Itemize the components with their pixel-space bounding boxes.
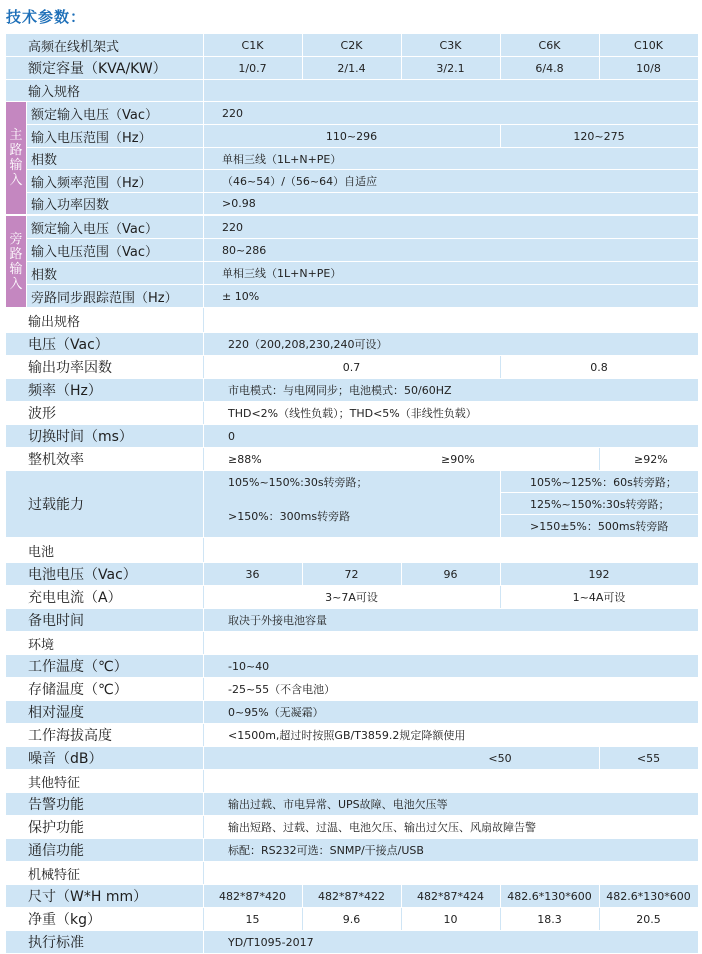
row-label: 电压（Vac） (28, 337, 109, 353)
cell: 10 (443, 912, 458, 926)
cell: 482.6*130*600 (507, 889, 592, 903)
cell: <55 (636, 751, 661, 765)
table-header-row (6, 34, 698, 56)
table-row (6, 885, 698, 907)
table-row (6, 471, 698, 537)
table-row (27, 216, 698, 238)
row-label: 输出功率因数 (28, 360, 112, 376)
table-row (6, 678, 698, 700)
column-header: C3K (439, 38, 462, 52)
cell: 120~275 (573, 129, 625, 143)
row-label: 频率（Hz） (28, 383, 102, 399)
table-row (6, 57, 698, 79)
cell: 220 (222, 220, 243, 234)
table-row (6, 793, 698, 815)
table-row (27, 262, 698, 284)
row-label: 充电电流（A） (28, 590, 122, 606)
row-label: 尺寸（W*H mm） (28, 889, 148, 905)
row-label: 过载能力 (28, 497, 84, 513)
section-row (6, 862, 698, 884)
cell: 220 (222, 106, 243, 120)
cell: 输出短路、过载、过温、电池欠压、输出过欠压、风扇故障告警 (228, 821, 536, 834)
table-row (6, 908, 698, 930)
cell: 96 (443, 567, 458, 581)
cell: 6/4.8 (535, 61, 564, 75)
section-row (6, 80, 698, 101)
cell: 市电模式：与电网同步；电池模式：50/60HZ (228, 384, 452, 397)
cell: <1500m,超过时按照GB/T3859.2规定降额使用 (228, 729, 466, 742)
column-header: C1K (241, 38, 264, 52)
cell: 10/8 (636, 61, 661, 75)
bypass-input-group-label: 旁 路 输 入 (6, 216, 26, 307)
row-label: 电池电压（Vac） (28, 567, 137, 583)
table-row (6, 701, 698, 723)
row-label: 输入功率因数 (31, 198, 110, 213)
cell: 80~286 (222, 243, 267, 257)
table-row (6, 379, 698, 401)
row-label: 额定输入电压（Vac） (31, 221, 158, 237)
cell: ≥90% (441, 452, 475, 466)
cell: 标配：RS232可选：SNMP/干接点/USB (228, 844, 424, 857)
cell: 输出过载、市电异常、UPS故障、电池欠压等 (228, 798, 448, 811)
section-heading: 技术参数： (6, 8, 87, 26)
row-label: 净重（kg） (28, 912, 101, 928)
row-label: 保护功能 (28, 820, 84, 836)
row-label: 通信功能 (28, 843, 84, 859)
cell: -10~40 (228, 659, 270, 673)
table-row (27, 125, 698, 147)
table-row (27, 239, 698, 261)
section-label: 电池 (28, 544, 55, 560)
column-header: C2K (340, 38, 363, 52)
section-label: 输出规格 (28, 314, 81, 330)
row-label: 输入电压范围（Hz） (31, 130, 152, 146)
table-row (6, 448, 698, 470)
cell: 72 (344, 567, 359, 581)
cell: 3~7A可设 (325, 591, 378, 604)
row-label: 相对湿度 (28, 705, 84, 721)
row-label: 切换时间（ms） (28, 429, 133, 445)
main-input-group-label: 主 路 输 入 (6, 102, 26, 214)
row-label: 整机效率 (28, 452, 84, 468)
table-row (6, 724, 698, 746)
cell: 220（200,208,230,240可设） (228, 338, 388, 351)
section-label: 机械特征 (28, 867, 81, 883)
cell: ≥88% (228, 452, 262, 466)
cell: 单相三线（1L+N+PE） (222, 152, 342, 166)
table-row (6, 425, 698, 447)
cell: <50 (488, 751, 512, 765)
cell: THD<2%（线性负载）；THD<5%（非线性负载） (228, 407, 477, 420)
row-label: 存储温度（℃） (28, 682, 128, 698)
table-row (6, 356, 698, 378)
row-label: 备电时间 (28, 613, 84, 629)
cell: 0 (228, 429, 235, 443)
table-row (27, 170, 698, 192)
table-row (6, 747, 698, 769)
cell: >150±5%：500ms转旁路 (530, 519, 669, 533)
cell: 0.7 (342, 360, 361, 374)
cell: 0~95%（无凝霜） (228, 706, 324, 719)
cell: -25~55（不含电池） (228, 683, 336, 696)
row-label: 输入电压范围（Vac） (31, 244, 158, 260)
cell: ± 10% (222, 289, 260, 303)
row-label: 输入频率范围（Hz） (31, 175, 152, 191)
cell: 单相三线（1L+N+PE） (222, 267, 342, 280)
cell: 482*87*420 (219, 889, 286, 903)
cell: 110~296 (325, 129, 378, 143)
table-row (27, 285, 698, 307)
cell: 1/0.7 (238, 61, 267, 75)
cell: 482*87*424 (417, 889, 484, 903)
cell: YD/T1095-2017 (228, 935, 314, 949)
table-row (6, 563, 698, 585)
table-row (27, 193, 698, 214)
row-label: 告警功能 (28, 797, 84, 813)
row-label: 高频在线机架式 (28, 39, 120, 55)
table-row (6, 655, 698, 677)
section-label: 输入规格 (28, 85, 81, 100)
cell: >0.98 (222, 197, 256, 210)
row-label: 波形 (28, 406, 56, 422)
cell: （46~54）/（56~64）自适应 (222, 175, 378, 188)
cell: 1~4A可设 (572, 591, 626, 604)
row-label: 额定容量（KVA/KW） (28, 61, 167, 77)
cell: 18.3 (537, 912, 562, 926)
cell: 36 (245, 567, 260, 581)
cell: ≥92% (634, 452, 668, 466)
section-row (6, 538, 698, 562)
cell: >150%：300ms转旁路 (228, 509, 351, 523)
cell: 482*87*422 (318, 889, 385, 903)
table-row (27, 102, 698, 124)
cell: 105%~125%：60s转旁路； (530, 475, 677, 489)
section-label: 其他特征 (28, 775, 81, 791)
row-label: 工作海拔高度 (28, 728, 112, 744)
row-label: 旁路同步跟踪范围（Hz） (31, 290, 178, 306)
table-row (6, 402, 698, 424)
table-row (6, 586, 698, 608)
row-label: 相数 (31, 267, 58, 283)
row-label: 额定输入电压（Vac） (31, 107, 158, 123)
row-label: 相数 (31, 153, 58, 168)
table-row (27, 148, 698, 169)
section-row (6, 632, 698, 654)
cell: 482.6*130*600 (606, 889, 691, 903)
row-label: 工作温度（℃） (28, 659, 128, 675)
cell: 15 (245, 912, 260, 926)
column-header: C10K (634, 38, 663, 52)
cell: 192 (588, 567, 610, 581)
table-row (6, 931, 698, 953)
table-row (6, 816, 698, 838)
cell: 0.8 (590, 360, 608, 374)
section-row (6, 770, 698, 792)
cell: 105%~150%:30s转旁路； (228, 475, 368, 489)
table-row (6, 609, 698, 631)
table-row (6, 333, 698, 355)
cell: 2/1.4 (337, 61, 366, 75)
table-row (6, 839, 698, 861)
cell: 125%~150%:30s转旁路； (530, 497, 670, 511)
row-label: 执行标准 (28, 935, 84, 951)
cell: 3/2.1 (436, 61, 465, 75)
cell: 取决于外接电池容量 (228, 614, 327, 627)
column-header: C6K (538, 38, 561, 52)
section-row (6, 308, 698, 332)
cell: 9.6 (342, 912, 361, 926)
section-label: 环境 (28, 637, 55, 653)
row-label: 噪音（dB） (28, 751, 103, 767)
cell: 20.5 (636, 912, 661, 926)
